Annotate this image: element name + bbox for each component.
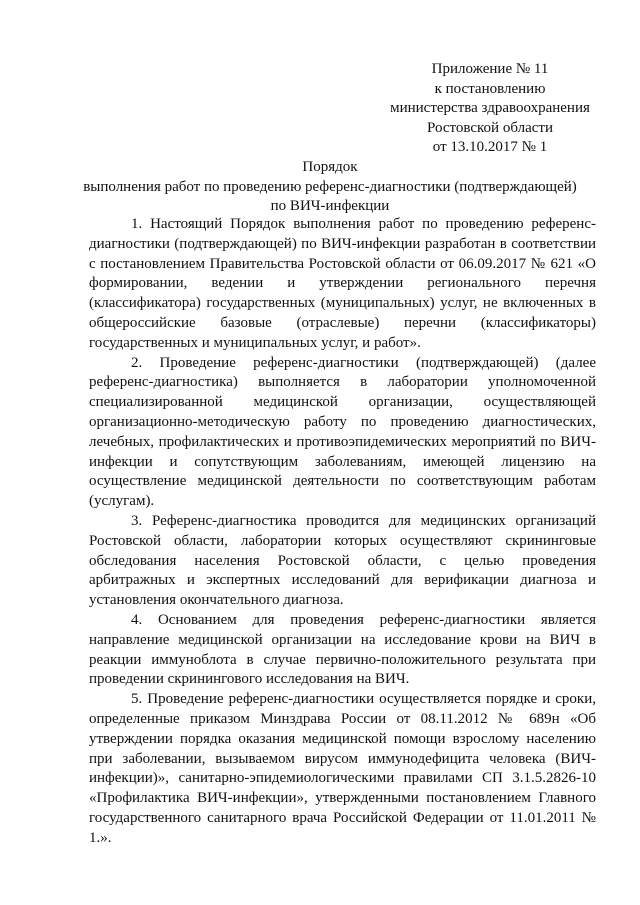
appendix-number: Приложение № 11 xyxy=(431,61,549,77)
paragraph-3: 3. Референс-диагностика проводится для медицинских организаций Ростовской области, лаборатории которых осуществляют скрининговые обследования населения Ростовской области, с целью проведения арбитражных и экспертных исследований для верификации диагноза и установления окончательного диагноза. xyxy=(89,512,596,609)
appendix-ministry: министерства здравоохранения xyxy=(390,100,590,116)
title-line: выполнения работ по проведению референс-диагностики (подтверждающей) xyxy=(83,178,577,195)
paragraph-1: 1. Настоящий Порядок выполнения работ по проведению референс-диагностики (подтверждающей) по ВИЧ-инфекции разработан в соответствии с постановлением Правительства Ростовской области от 06.09.2017 № 621 «О формировании, ведении и утверждении регионального перечня (классификатора) государственных (муниципальных) услуг, не включенных в общероссийские базовые (отраслевые) перечни (классификаторы) государственных и муниципальных услуг, и работ». xyxy=(89,216,596,351)
document-body xyxy=(89,215,596,849)
title-line: Порядок xyxy=(302,159,358,175)
title-line: по ВИЧ-инфекции xyxy=(270,198,390,214)
paragraph-2: 2. Проведение референс-диагностики (подтверждающей) (далее референс-диагностика) выполняется в лаборатории уполномоченной специализированной медицинской организации, осуществляющей организационно-методическую работу по проведению диагностических, лечебных, профилактических и противоэпидемических мероприятий по ВИЧ-инфекции и сопутствующим заболеваниям, имеющей лицензию на осуществление медицинской деятельности по соответствующим работам (услугам). xyxy=(89,354,596,510)
paragraph-4: 4. Основанием для проведения референс-диагностики является направление медицинской организации на исследование крови на ВИЧ в реакции иммуноблота в случае первично-положительного результата при проведении скринингового исследования на ВИЧ. xyxy=(89,611,596,688)
document-title xyxy=(80,158,580,217)
appendix-region: Ростовской области xyxy=(427,119,553,136)
paragraph-5: 5. Проведение референс-диагностики осуществляется порядке и сроки, определенные приказом Минздрава России от 08.11.2012 № 689н «Об утверждении порядка оказания медицинской помощи взрослому населению при заболевании, вызываемом вирусом иммунодефицита человека (ВИЧ-инфекции)», санитарно-эпидемиологическими правилами СП 3.1.5.2826-10 «Профилактика ВИЧ-инфекции», утвержденными постановлением Главного государственного санитарного врача Российской Федерации от 11.01.2011 № 1.». xyxy=(89,691,596,846)
appendix-date: от 13.10.2017 № 1 xyxy=(432,139,548,155)
appendix-reference: к постановлению xyxy=(434,80,546,97)
appendix-header xyxy=(380,60,600,158)
